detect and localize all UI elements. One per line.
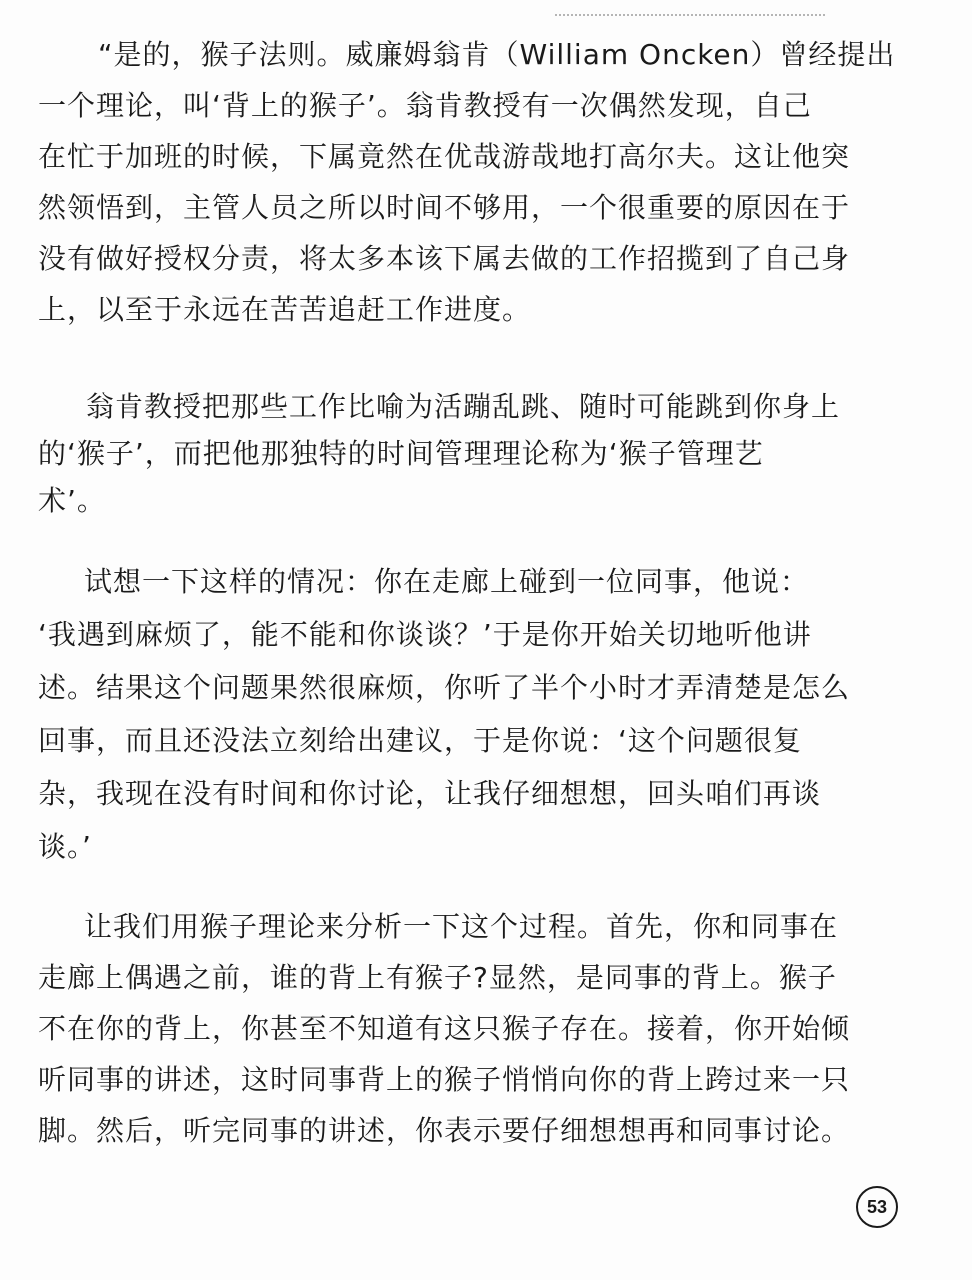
page-number: 53: [856, 1186, 898, 1228]
text-line: 走廊上偶遇之前，谁的背上有猴子?显然，是同事的背上。猴子: [38, 961, 837, 994]
text-line: 试想一下这样的情况：你在走廊上碰到一位同事，他说：: [84, 565, 810, 598]
text-line: ‘我遇到麻烦了，能不能和你谈谈？’于是你开始关切地听他讲: [38, 618, 812, 651]
text-line: 述。结果这个问题果然很麻烦，你听了半个小时才弄清楚是怎么: [38, 671, 851, 704]
text-line: 听同事的讲述，这时同事背上的猴子悄悄向你的背上跨过来一只: [38, 1063, 851, 1096]
top-dotted-rule: [555, 14, 825, 16]
text-line: 术’。: [38, 484, 106, 517]
text-line: 的‘猴子’，而把他那独特的时间管理理论称为‘猴子管理艺: [38, 437, 764, 470]
text-line: 在忙于加班的时候，下属竟然在优哉游哉地打高尔夫。这让他突: [38, 140, 851, 173]
text-line: “是的，猴子法则。威廉姆翁肯（William Oncken）曾经提出: [98, 38, 896, 71]
text-line: 脚。然后，听完同事的讲述，你表示要仔细想想再和同事讨论。: [38, 1114, 851, 1147]
text-line: 回事，而且还没法立刻给出建议，于是你说：‘这个问题很复: [38, 724, 802, 757]
text-line: 杂，我现在没有时间和你讨论，让我仔细想想，回头咱们再谈: [38, 777, 822, 810]
text-line: 没有做好授权分责，将太多本该下属去做的工作招揽到了自己身: [38, 242, 851, 275]
text-line: 然领悟到，主管人员之所以时间不够用，一个很重要的原因在于: [38, 191, 851, 224]
text-line: 一个理论，叫‘背上的猴子’。翁肯教授有一次偶然发现，自己: [38, 89, 812, 122]
text-line: 谈。’: [38, 830, 92, 863]
text-line: 翁肯教授把那些工作比喻为活蹦乱跳、随时可能跳到你身上: [86, 390, 841, 423]
text-line: 不在你的背上，你甚至不知道有这只猴子存在。接着，你开始倾: [38, 1012, 851, 1045]
text-line: 上，以至于永远在苦苦追赶工作进度。: [38, 293, 532, 326]
text-line: 让我们用猴子理论来分析一下这个过程。首先，你和同事在: [84, 910, 839, 943]
